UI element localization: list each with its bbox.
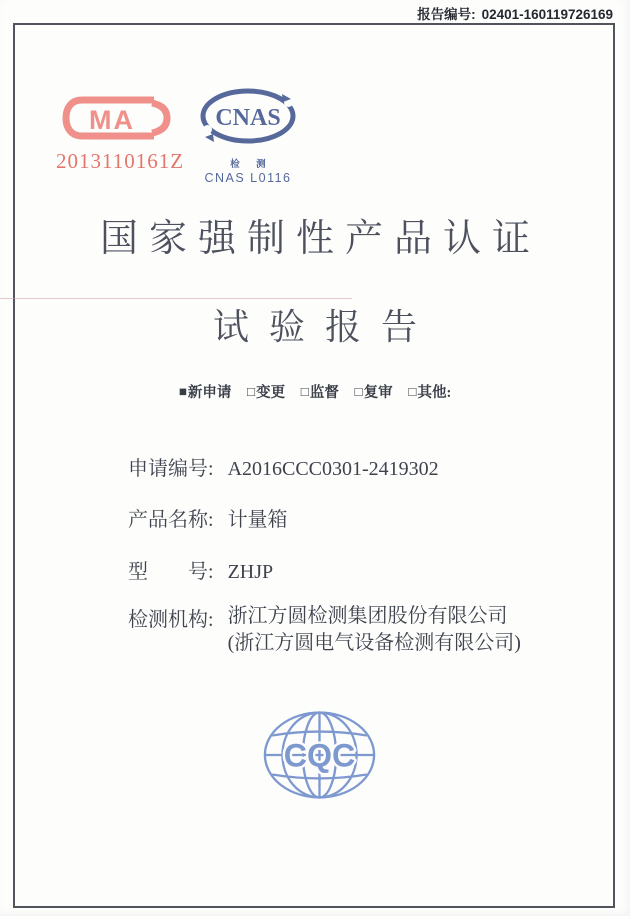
checkbox-change — [247, 385, 285, 401]
field-testing-organization — [128, 603, 521, 657]
checkbox-empty-icon: □ — [354, 384, 363, 399]
cnas-logo-icon — [198, 87, 298, 149]
cma-logo-icon — [60, 95, 172, 141]
field-value-line2: (浙江方圆电气设备检测有限公司) — [227, 632, 521, 654]
main-title: 国家强制性产品认证 — [99, 218, 541, 260]
cqc-letters: CQC — [283, 737, 356, 774]
cma-cert-number: 2013110161Z — [56, 149, 185, 173]
sub-title: 试验报告 — [212, 307, 437, 347]
cnas-accreditation-number: CNAS L0116 — [204, 171, 292, 185]
checkbox-label: 其他: — [417, 385, 452, 401]
field-product-name — [128, 503, 288, 532]
checkbox-filled-icon: ■ — [178, 384, 187, 399]
checkbox-label: 新申请 — [187, 385, 232, 401]
checkbox-label: 复审 — [363, 385, 393, 401]
checkbox-label: 变更 — [256, 385, 286, 401]
field-value-group — [228, 603, 521, 657]
cma-logo-block — [56, 95, 185, 174]
application-type-row — [0, 381, 630, 402]
field-label: 检测机构: — [128, 609, 214, 631]
cma-letters: MA — [89, 105, 135, 135]
field-label: 申请编号: — [128, 458, 214, 480]
checkbox-label: 监督 — [309, 385, 339, 401]
cnas-caption-jiance: 检 测 — [230, 160, 273, 170]
field-label: 型 号: — [128, 561, 214, 583]
cqc-logo-block — [261, 709, 378, 801]
report-number-label: 报告编号: — [417, 7, 476, 22]
cqc-globe-icon — [261, 709, 378, 801]
field-label: 产品名称: — [128, 509, 214, 531]
checkbox-other — [408, 385, 451, 401]
field-value: 计量箱 — [227, 509, 288, 531]
cnas-logo-block — [196, 87, 300, 185]
field-value: A2016CCC0301-2419302 — [227, 458, 439, 480]
cnas-letters: CNAS — [215, 105, 281, 131]
checkbox-new-application — [179, 385, 232, 401]
report-number — [417, 3, 613, 23]
checkbox-review — [355, 385, 393, 401]
checkbox-empty-icon: □ — [246, 384, 256, 399]
checkbox-empty-icon: □ — [408, 384, 417, 399]
checkbox-supervision — [301, 385, 339, 401]
report-number-value: 02401-160119726169 — [481, 7, 613, 22]
field-value: ZHJP — [227, 561, 274, 583]
checkbox-empty-icon: □ — [300, 384, 309, 399]
field-value: 浙江方圆检测集团股份有限公司 — [227, 605, 508, 627]
field-application-number — [128, 452, 439, 481]
field-model — [128, 555, 273, 584]
